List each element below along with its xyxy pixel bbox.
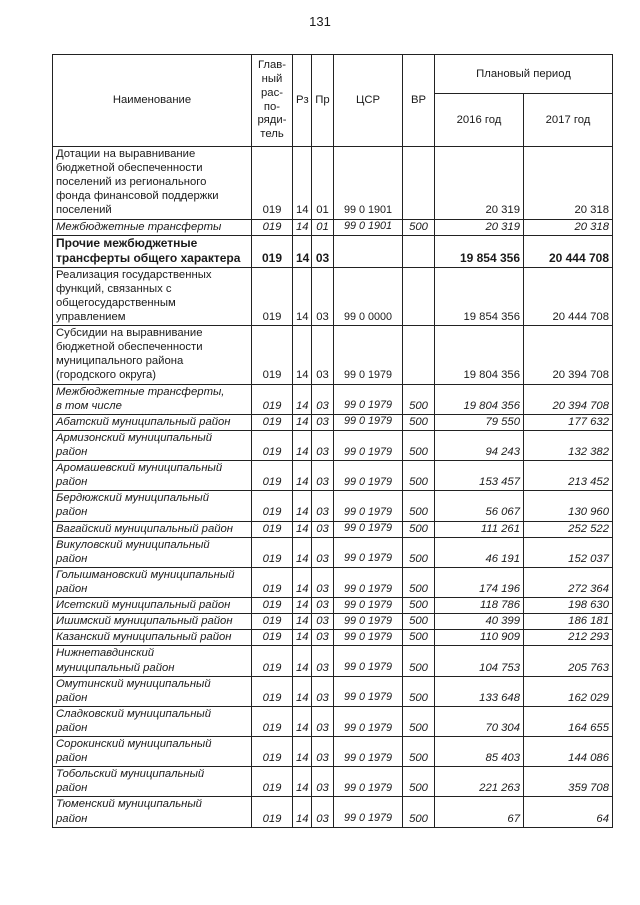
cell-gr: 019 (252, 537, 293, 567)
cell-vr: 500 (403, 414, 435, 430)
cell-csr: 99 0 1979 (334, 461, 403, 491)
cell-2016: 118 786 (435, 598, 524, 614)
cell-2017: 252 522 (524, 521, 613, 537)
table-row (53, 326, 613, 384)
cell-2017: 162 029 (524, 676, 613, 706)
cell-vr: 500 (403, 630, 435, 646)
cell-gr: 019 (252, 767, 293, 797)
cell-2016: 79 550 (435, 414, 524, 430)
cell-rz: 14 (293, 235, 312, 267)
cell-vr: 500 (403, 491, 435, 521)
header-gr: Глав- ный рас- по- ряди- тель (252, 55, 293, 147)
header-pr: Пр (312, 55, 334, 147)
cell-csr: 99 0 1979 (334, 614, 403, 630)
cell-gr: 019 (252, 461, 293, 491)
cell-2017: 177 632 (524, 414, 613, 430)
cell-2017: 272 364 (524, 567, 613, 597)
cell-name: Субсидии на выравнивание бюджетной обеспеченности муниципального района (городского округа) (53, 326, 252, 384)
cell-2016: 19 804 356 (435, 384, 524, 414)
table-row (53, 737, 613, 767)
cell-csr: 99 0 1979 (334, 567, 403, 597)
cell-csr: 99 0 1979 (334, 414, 403, 430)
cell-csr: 99 0 1979 (334, 521, 403, 537)
cell-2016: 19 854 356 (435, 235, 524, 267)
cell-pr: 03 (312, 737, 334, 767)
cell-csr (334, 235, 403, 267)
cell-2016: 19 804 356 (435, 326, 524, 384)
cell-vr: 500 (403, 797, 435, 827)
cell-name: Нижнетавдинский муниципальный район (53, 646, 252, 676)
cell-gr: 019 (252, 676, 293, 706)
cell-pr: 03 (312, 767, 334, 797)
cell-pr: 03 (312, 521, 334, 537)
cell-name: Межбюджетные трансферты (53, 219, 252, 235)
cell-2017: 212 293 (524, 630, 613, 646)
cell-csr: 99 0 1979 (334, 326, 403, 384)
cell-pr: 03 (312, 614, 334, 630)
cell-2017: 132 382 (524, 430, 613, 460)
cell-vr: 500 (403, 706, 435, 736)
table-row (53, 267, 613, 325)
cell-2016: 153 457 (435, 461, 524, 491)
cell-name: Тюменский муниципальный район (53, 797, 252, 827)
cell-vr (403, 326, 435, 384)
cell-pr: 03 (312, 491, 334, 521)
cell-2017: 20 318 (524, 147, 613, 220)
cell-csr: 99 0 1979 (334, 706, 403, 736)
cell-vr: 500 (403, 384, 435, 414)
cell-csr: 99 0 1979 (334, 767, 403, 797)
cell-2017: 198 630 (524, 598, 613, 614)
cell-2017: 20 444 708 (524, 267, 613, 325)
header-year-2017: 2017 год (524, 94, 613, 147)
cell-csr: 99 0 1979 (334, 430, 403, 460)
cell-pr: 03 (312, 430, 334, 460)
table-row (53, 235, 613, 267)
header-vr: ВР (403, 55, 435, 147)
cell-2017: 359 708 (524, 767, 613, 797)
cell-rz: 14 (293, 491, 312, 521)
cell-2016: 133 648 (435, 676, 524, 706)
cell-rz: 14 (293, 797, 312, 827)
cell-vr: 500 (403, 598, 435, 614)
cell-pr: 03 (312, 706, 334, 736)
table-row (53, 537, 613, 567)
cell-rz: 14 (293, 219, 312, 235)
cell-csr: 99 0 1979 (334, 384, 403, 414)
cell-2016: 221 263 (435, 767, 524, 797)
table-row (53, 567, 613, 597)
cell-rz: 14 (293, 630, 312, 646)
table-row (53, 430, 613, 460)
cell-rz: 14 (293, 598, 312, 614)
table-row (53, 646, 613, 676)
cell-2017: 213 452 (524, 461, 613, 491)
cell-2017: 152 037 (524, 537, 613, 567)
cell-name: Сорокинский муниципальный район (53, 737, 252, 767)
cell-rz: 14 (293, 537, 312, 567)
cell-name: Вагайский муниципальный район (53, 521, 252, 537)
cell-vr (403, 267, 435, 325)
cell-gr: 019 (252, 521, 293, 537)
header-name: Наименование (53, 55, 252, 147)
cell-name: Аромашевский муниципальный район (53, 461, 252, 491)
cell-name: Прочие межбюджетные трансферты общего характера (53, 235, 252, 267)
cell-rz: 14 (293, 326, 312, 384)
cell-gr: 019 (252, 614, 293, 630)
cell-vr: 500 (403, 430, 435, 460)
cell-2017: 20 394 708 (524, 384, 613, 414)
cell-2017: 164 655 (524, 706, 613, 736)
cell-2016: 20 319 (435, 147, 524, 220)
cell-2016: 40 399 (435, 614, 524, 630)
cell-gr: 019 (252, 267, 293, 325)
cell-csr: 99 0 1979 (334, 737, 403, 767)
cell-2017: 64 (524, 797, 613, 827)
cell-vr: 500 (403, 676, 435, 706)
cell-name: Казанский муниципальный район (53, 630, 252, 646)
cell-2017: 20 394 708 (524, 326, 613, 384)
cell-2016: 56 067 (435, 491, 524, 521)
cell-rz: 14 (293, 767, 312, 797)
cell-2016: 20 319 (435, 219, 524, 235)
cell-csr: 99 0 1901 (334, 219, 403, 235)
cell-rz: 14 (293, 430, 312, 460)
cell-csr: 99 0 1979 (334, 676, 403, 706)
cell-gr: 019 (252, 326, 293, 384)
header-year-2016: 2016 год (435, 94, 524, 147)
cell-csr: 99 0 1979 (334, 491, 403, 521)
cell-rz: 14 (293, 414, 312, 430)
table-row (53, 630, 613, 646)
cell-pr: 03 (312, 235, 334, 267)
cell-pr: 03 (312, 646, 334, 676)
table-row (53, 676, 613, 706)
cell-vr: 500 (403, 537, 435, 567)
header-rz: Рз (293, 55, 312, 147)
cell-vr: 500 (403, 646, 435, 676)
cell-2016: 70 304 (435, 706, 524, 736)
cell-gr: 019 (252, 797, 293, 827)
cell-gr: 019 (252, 235, 293, 267)
cell-gr: 019 (252, 567, 293, 597)
header-period: Плановый период (435, 55, 613, 94)
cell-2017: 205 763 (524, 646, 613, 676)
table-body (53, 147, 613, 828)
cell-pr: 03 (312, 537, 334, 567)
cell-pr: 03 (312, 630, 334, 646)
cell-name: Абатский муниципальный район (53, 414, 252, 430)
table-row (53, 706, 613, 736)
cell-vr: 500 (403, 767, 435, 797)
cell-2017: 186 181 (524, 614, 613, 630)
table-row (53, 598, 613, 614)
cell-gr: 019 (252, 737, 293, 767)
cell-vr: 500 (403, 567, 435, 597)
cell-pr: 03 (312, 797, 334, 827)
cell-name: Бердюжский муниципальный район (53, 491, 252, 521)
cell-2016: 85 403 (435, 737, 524, 767)
cell-name: Ишимский муниципальный район (53, 614, 252, 630)
cell-vr: 500 (403, 461, 435, 491)
cell-rz: 14 (293, 147, 312, 220)
cell-gr: 019 (252, 430, 293, 460)
cell-gr: 019 (252, 706, 293, 736)
table-row (53, 219, 613, 235)
cell-2016: 94 243 (435, 430, 524, 460)
table-header (53, 55, 613, 147)
page-number: 131 (309, 14, 331, 29)
cell-pr: 03 (312, 461, 334, 491)
cell-gr: 019 (252, 598, 293, 614)
table-row (53, 521, 613, 537)
cell-2017: 144 086 (524, 737, 613, 767)
cell-rz: 14 (293, 567, 312, 597)
cell-name: Голышмановский муниципальный район (53, 567, 252, 597)
cell-csr: 99 0 1979 (334, 630, 403, 646)
cell-2017: 130 960 (524, 491, 613, 521)
cell-gr: 019 (252, 414, 293, 430)
budget-table (52, 54, 613, 828)
cell-pr: 01 (312, 219, 334, 235)
cell-pr: 03 (312, 598, 334, 614)
cell-csr: 99 0 1979 (334, 797, 403, 827)
cell-name: Сладковский муниципальный район (53, 706, 252, 736)
cell-csr: 99 0 1979 (334, 537, 403, 567)
table-row (53, 414, 613, 430)
cell-vr: 500 (403, 614, 435, 630)
cell-name: Дотации на выравнивание бюджетной обеспеченности поселений из регионального фонда финансовой поддержки поселений (53, 147, 252, 220)
header-csr: ЦСР (334, 55, 403, 147)
cell-csr: 99 0 1901 (334, 147, 403, 220)
cell-pr: 03 (312, 384, 334, 414)
cell-gr: 019 (252, 384, 293, 414)
cell-gr: 019 (252, 646, 293, 676)
table-row (53, 767, 613, 797)
cell-rz: 14 (293, 384, 312, 414)
cell-2016: 104 753 (435, 646, 524, 676)
cell-rz: 14 (293, 461, 312, 491)
cell-pr: 03 (312, 676, 334, 706)
cell-2016: 67 (435, 797, 524, 827)
cell-name: Викуловский муниципальный район (53, 537, 252, 567)
cell-rz: 14 (293, 676, 312, 706)
cell-rz: 14 (293, 646, 312, 676)
cell-pr: 03 (312, 267, 334, 325)
cell-gr: 019 (252, 630, 293, 646)
cell-rz: 14 (293, 614, 312, 630)
cell-vr (403, 147, 435, 220)
cell-rz: 14 (293, 267, 312, 325)
cell-pr: 03 (312, 414, 334, 430)
cell-vr: 500 (403, 521, 435, 537)
cell-vr: 500 (403, 219, 435, 235)
cell-rz: 14 (293, 706, 312, 736)
table-row (53, 384, 613, 414)
cell-name: Межбюджетные трансферты, в том числе (53, 384, 252, 414)
cell-2016: 19 854 356 (435, 267, 524, 325)
cell-gr: 019 (252, 147, 293, 220)
cell-2017: 20 444 708 (524, 235, 613, 267)
cell-gr: 019 (252, 219, 293, 235)
cell-2017: 20 318 (524, 219, 613, 235)
cell-pr: 03 (312, 326, 334, 384)
cell-2016: 46 191 (435, 537, 524, 567)
cell-2016: 111 261 (435, 521, 524, 537)
cell-name: Реализация государственных функций, связанных с общегосударственным управлением (53, 267, 252, 325)
cell-vr: 500 (403, 737, 435, 767)
cell-rz: 14 (293, 521, 312, 537)
cell-name: Тобольский муниципальный район (53, 767, 252, 797)
table-row (53, 461, 613, 491)
table-row (53, 491, 613, 521)
cell-name: Омутинский муниципальный район (53, 676, 252, 706)
cell-csr: 99 0 1979 (334, 646, 403, 676)
cell-gr: 019 (252, 491, 293, 521)
cell-2016: 110 909 (435, 630, 524, 646)
cell-csr: 99 0 0000 (334, 267, 403, 325)
table-row (53, 797, 613, 827)
cell-rz: 14 (293, 737, 312, 767)
cell-pr: 01 (312, 147, 334, 220)
cell-csr: 99 0 1979 (334, 598, 403, 614)
cell-2016: 174 196 (435, 567, 524, 597)
table-row (53, 614, 613, 630)
cell-pr: 03 (312, 567, 334, 597)
table-row (53, 147, 613, 220)
cell-vr (403, 235, 435, 267)
cell-name: Исетский муниципальный район (53, 598, 252, 614)
cell-name: Армизонский муниципальный район (53, 430, 252, 460)
